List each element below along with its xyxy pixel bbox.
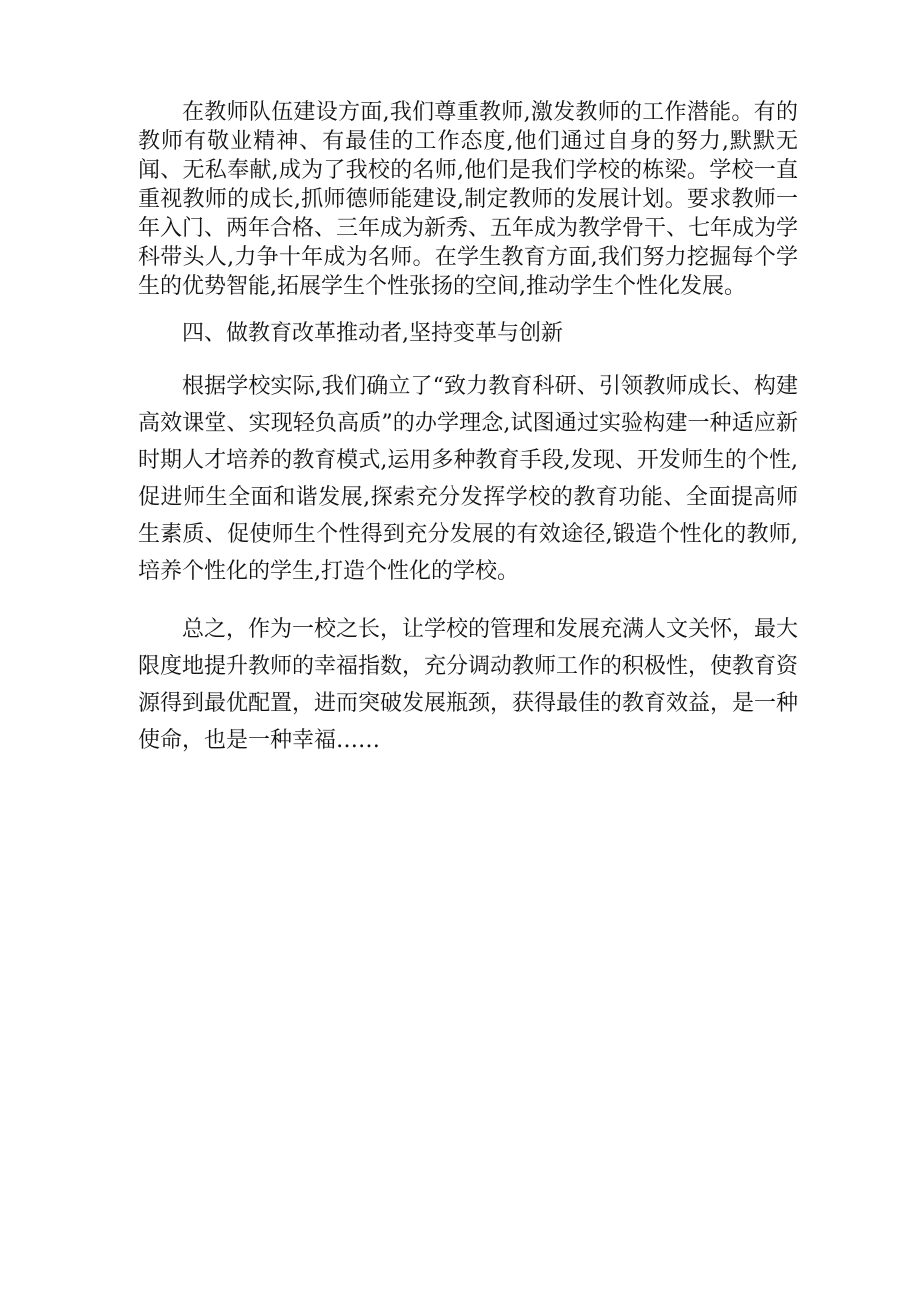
paragraph-teacher-team: 在教师队伍建设方面,我们尊重教师,激发教师的工作潜能。有的教师有敬业精神、有最佳的工作态度,他们通过自身的努力,默默无闻、无私奉献,成为了我校的名师,他们是我们学校的栋梁。学校一直重视教师的成长,抓师德师能建设,制定教师的发展计划。要求教师一年入门、两年合格、三年成为新秀、五年成为教学骨干、七年成为学科带头人,力争十年成为名师。在学生教育方面,我们努力挖掘每个学生的优势智能,拓展学生个性张扬的空间,推动学生个性化发展。: [138, 100, 799, 299]
section-heading-reform: 四、做教育改革推动者,坚持变革与创新: [182, 321, 563, 346]
paragraph-conclusion: 总之，作为一校之长，让学校的管理和发展充满人文关怀，最大限度地提升教师的幸福指数，充分调动教师工作的积极性，使教育资源得到最优配置，进而突破发展瓶颈，获得最佳的教育效益，是一种使命，也是一种幸福……: [138, 617, 799, 753]
document-body: [138, 98, 798, 759]
paragraph-school-philosophy: 根据学校实际,我们确立了“致力教育科研、引领教师成长、构建高效课堂、实现轻负高质”的办学理念,试图通过实验构建一种适应新时期人才培养的教育模式,运用多种教育手段,发现、开发师生的个性,促进师生全面和谐发展,探索充分发挥学校的教育功能、全面提高师生素质、促使师生个性得到充分发展的有效途径,锻造个性化的教师,培养个性化的学生,打造个性化的学校。: [138, 374, 798, 584]
